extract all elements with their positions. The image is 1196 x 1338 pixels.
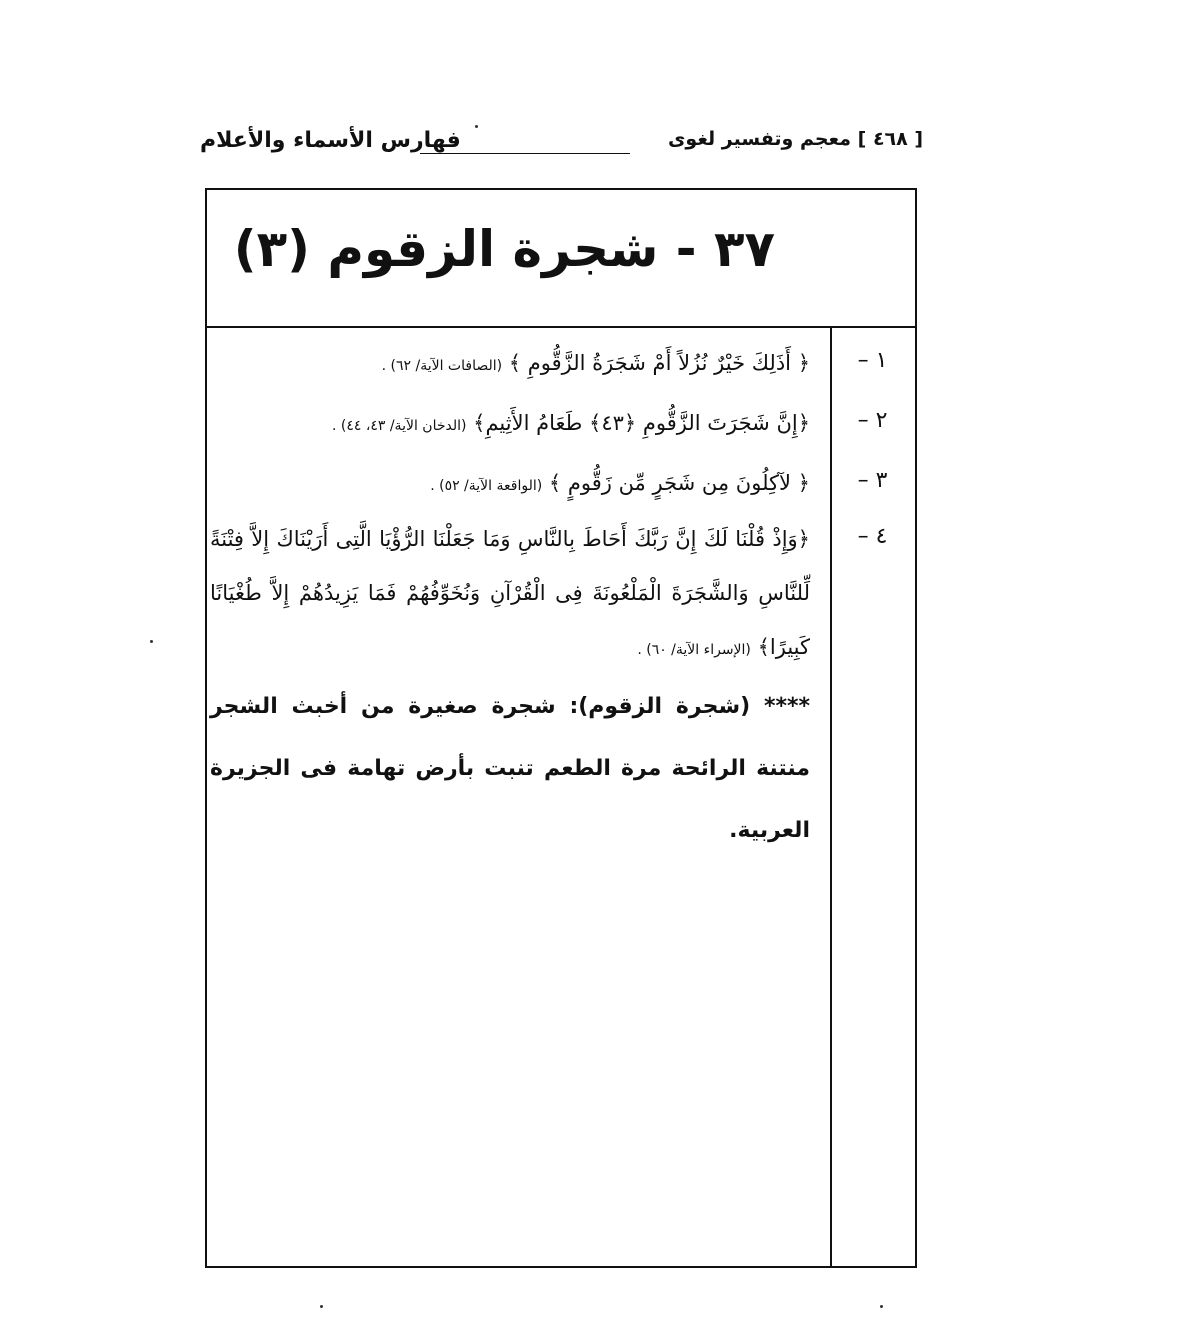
verse-reference: (الدخان الآية/ ٤٣، ٤٤) .	[331, 418, 467, 434]
title-box	[207, 190, 915, 328]
verse-line	[210, 512, 810, 677]
page-header-label: [ ٤٦٨ ] معجم وتفسير لغوى	[668, 128, 924, 150]
entry-title: ٣٧ - شجرة الزقوم (٣)	[233, 220, 775, 278]
verse-reference: (الواقعة الآية/ ٥٢) .	[430, 478, 543, 494]
verse-text: ﴿ أَذَلِكَ خَيْرٌ نُزُلاً أَمْ شَجَرَةُ الزَّقُّومِ ﴾	[508, 351, 810, 375]
definition-note: **** (شجرة الزقوم): شجرة صغيرة من أخبث الشجر منتنة الرائحة مرة الطعم تنبت بأرض تهامة فى الجزيرة العربية.	[210, 694, 810, 843]
scan-speck	[475, 125, 478, 128]
entry-frame	[205, 188, 917, 1268]
scan-speck	[880, 1305, 883, 1308]
section-header-label: فهارس الأسماء والأعلام	[200, 128, 461, 153]
verse-text: ﴿ لآكِلُونَ مِن شَجَرٍ مِّن زَقُّومٍ ﴾	[548, 471, 810, 495]
verse-line	[210, 456, 810, 513]
verse-number: ٢ –	[857, 408, 888, 433]
verse-number: ١ –	[857, 348, 888, 373]
scan-speck	[150, 640, 153, 643]
verse-number: ٣ –	[857, 468, 888, 493]
verse-line	[210, 396, 810, 453]
verse-number: ٤ –	[857, 524, 888, 549]
verse-text: ﴿وَإِذْ قُلْنَا لَكَ إِنَّ رَبَّكَ أَحَاطَ بِالنَّاسِ وَمَا جَعَلْنَا الرُّؤْيَا الَّتِى أَرَيْنَاكَ إِلاَّ فِتْنَةً لِّلنَّاسِ وَالشَّجَرَةَ الْمَلْعُونَةَ فِى الْقُرْآنِ وَنُخَوِّفُهُمْ فَمَا يَزِيدُهُمْ إِلاَّ طُغْيَانًا كَبِيرًا﴾	[210, 527, 810, 659]
verse-reference: (الصافات الآية/ ٦٢) .	[381, 358, 503, 374]
header-rule	[420, 153, 630, 154]
verse-reference: (الإسراء الآية/ ٦٠) .	[637, 642, 751, 658]
verse-text: ﴿إِنَّ شَجَرَتَ الزَّقُّومِ ﴿٤٣﴾ طَعَامُ الأَثِيمِ﴾	[473, 411, 810, 435]
verse-line	[210, 336, 810, 393]
scan-speck	[320, 1305, 323, 1308]
